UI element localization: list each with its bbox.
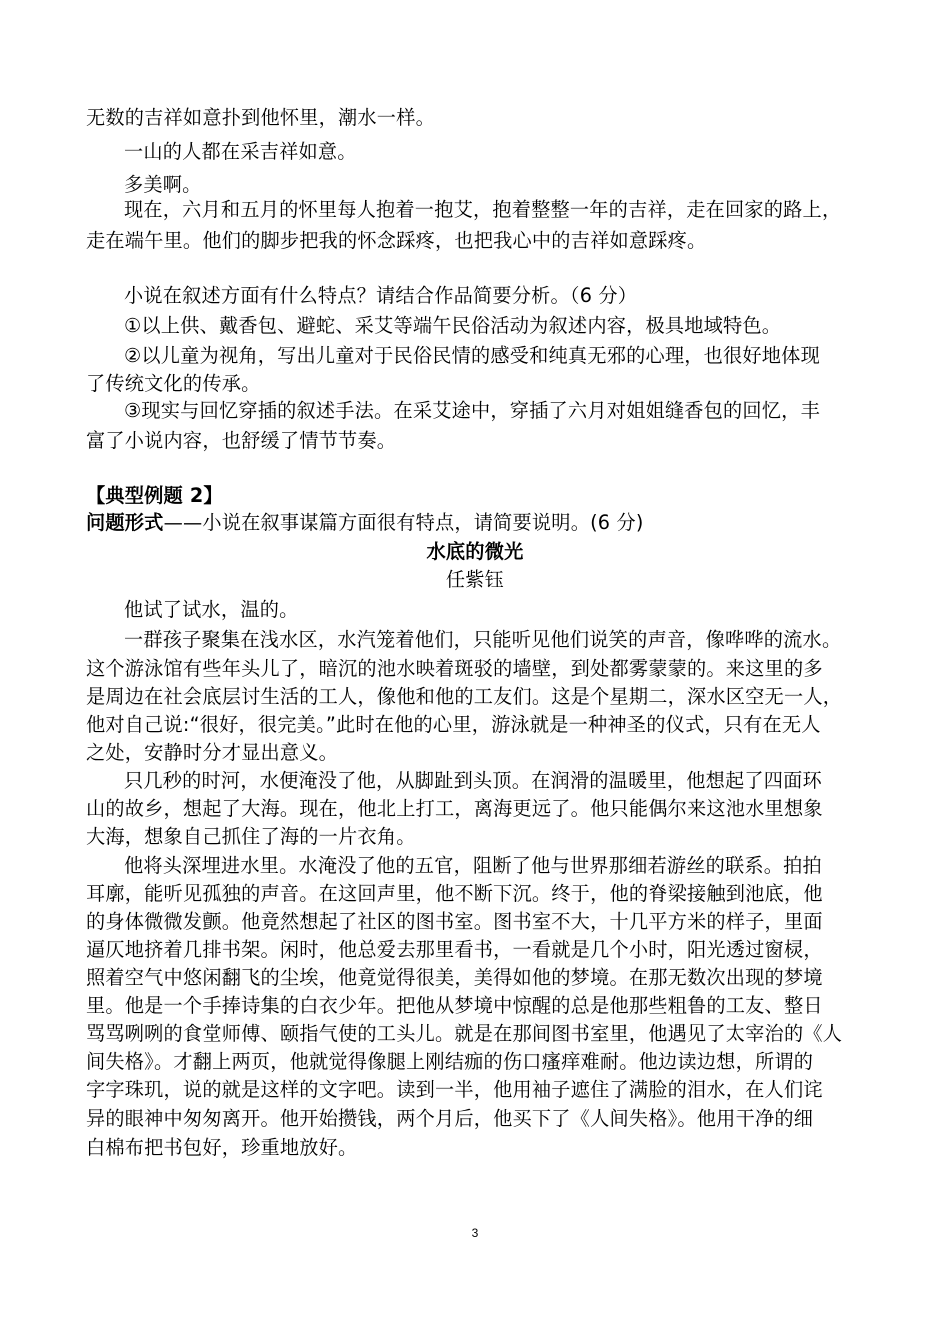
answer-line: ①以上供、戴香包、避蛇、采艾等端午民俗活动为叙述内容，极具地域特色。	[124, 314, 782, 337]
passage-line: 字字珠玑，说的就是这样的文字吧。读到一半，他用袖子遮住了满脸的泪水，在人们诧	[86, 1078, 823, 1101]
question-text: 小说在叙述方面有什么特点？请结合作品简要分析。（6 分）	[124, 284, 638, 307]
passage-line: 骂骂咧咧的食堂师傅、颐指气使的工头儿。就是在那间图书室里，他遇见了太宰治的《人	[86, 1022, 843, 1045]
story-author: 任紫钰	[445, 568, 505, 591]
page-number: 3	[471, 1226, 479, 1240]
passage-line: 之处，安静时分才显出意义。	[86, 741, 339, 764]
passage-line: 耳廓，能听见孤独的声音。在这回声里，他不断下沉。终于，他的脊梁接触到池底，他	[86, 882, 823, 905]
story-title: 水底的微光	[426, 540, 524, 563]
passage-line: 里。他是一个手捧诗集的白衣少年。把他从梦境中惊醒的总是他那些粗鲁的工友、整日	[86, 994, 823, 1017]
passage-line: 是周边在社会底层讨生活的工人，像他和他的工友们。这是个星期二，深水区空无一人，	[86, 685, 843, 708]
passage-line: 一群孩子聚集在浅水区，水汽笼着他们，只能听见他们说笑的声音，像哗哗的流水。	[124, 628, 842, 651]
passage-line: 山的故乡，想起了大海。现在，他北上打工，离海更远了。他只能偶尔来这池水里想象	[86, 797, 823, 820]
passage-line: 间失格》。才翻上两页，他就觉得像腿上刚结痂的伤口瘙痒难耐。他边读边想，所谓的	[86, 1050, 814, 1073]
passage-line: 逼仄地挤着几排书架。闲时，他总爱去那里看书，一看就是几个小时，阳光透过窗棂，	[86, 938, 823, 961]
answer-line: ②以儿童为视角，写出儿童对于民俗民情的感受和纯真无邪的心理，也很好地体现	[124, 344, 820, 367]
answer-line: ③现实与回忆穿插的叙述手法。在采艾途中，穿插了六月对姐姐缝香包的回忆，丰	[124, 399, 820, 422]
passage-line: 无数的吉祥如意扑到他怀里，潮水一样。	[86, 106, 435, 129]
question-form	[86, 509, 876, 537]
passage-line: 这个游泳馆有些年头儿了，暗沉的池水映着斑驳的墙壁，到处都雾蒙蒙的。来这里的多	[86, 657, 823, 680]
passage-line: 他将头深埋进水里。水淹没了他的五官，阻断了他与世界那细若游丝的联系。拍拍	[124, 854, 822, 877]
passage-line: 走在端午里。他们的脚步把我的怀念踩疼，也把我心中的吉祥如意踩疼。	[86, 229, 707, 252]
passage-line: 的身体微微发颤。他竟然想起了社区的图书室。图书室不大，十几平方米的样子，里面	[86, 910, 823, 933]
passage-line: 现在，六月和五月的怀里每人抱着一抱艾，抱着整整一年的吉祥，走在回家的路上，	[124, 198, 842, 221]
answer-line: 富了小说内容，也舒缓了情节节奏。	[86, 429, 397, 452]
passage-line: 一山的人都在采吉祥如意。	[124, 140, 357, 163]
question-form-text: ——小说在叙事谋篇方面很有特点，请简要说明。(6 分)	[163, 511, 644, 534]
question-form-label: 问题形式	[86, 511, 164, 534]
passage-line: 异的眼神中匆匆离开。他开始攒钱，两个月后，他买下了《人间失格》。他用干净的细	[86, 1107, 814, 1130]
passage-line: 照着空气中悠闲翻飞的尘埃，他竟觉得很美，美得如他的梦境。在那无数次出现的梦境	[86, 966, 823, 989]
passage-line: 他对自己说:“很好，很完美。”此时在他的心里，游泳就是一种神圣的仪式，只有在无人	[86, 713, 821, 736]
passage-line: 多美啊。	[124, 173, 202, 196]
passage-line: 白棉布把书包好，珍重地放好。	[86, 1136, 358, 1159]
passage-line: 他试了试水，温的。	[124, 598, 299, 621]
example-heading: 【典型例题 2】	[86, 484, 223, 507]
passage-line: 大海，想象自己抓住了海的一片衣角。	[86, 825, 416, 848]
answer-line: 了传统文化的传承。	[86, 372, 261, 395]
passage-line: 只几秒的时河，水便淹没了他，从脚趾到头顶。在润滑的温暖里，他想起了四面环	[124, 769, 822, 792]
